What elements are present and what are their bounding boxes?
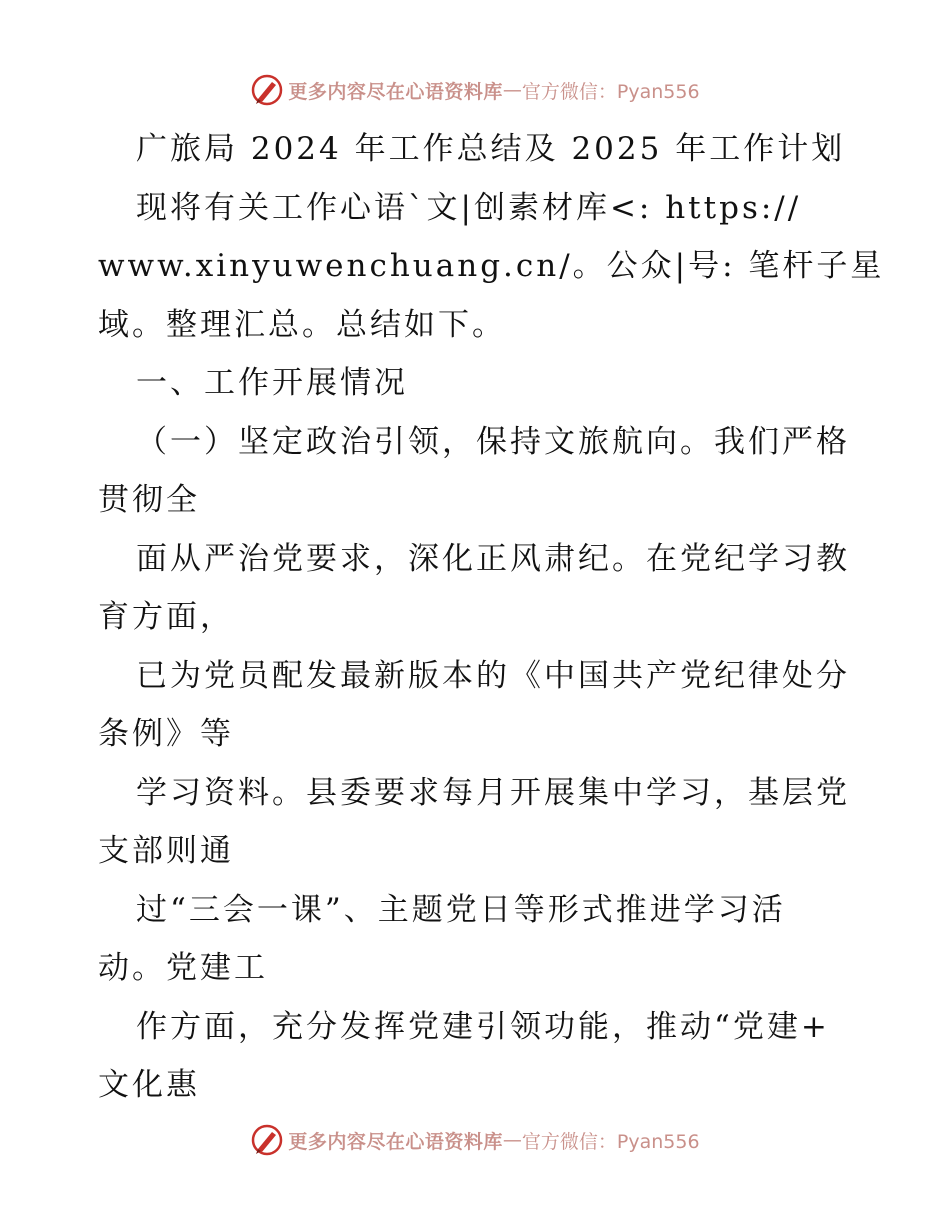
document-body bbox=[98, 120, 885, 1115]
text-line: 已为党员配发最新版本的《中国共产党纪律处分 bbox=[136, 657, 850, 694]
text-line: 作方面，充分发挥党建引领功能，推动“党建+ bbox=[136, 1008, 830, 1045]
text-line: （一）坚定政治引领，保持文旅航向。我们严格 bbox=[136, 423, 850, 460]
header-banner bbox=[0, 70, 950, 110]
text-line: 文化惠 bbox=[98, 1067, 200, 1103]
banner-wechat-id: 官方微信：Pyan556 bbox=[521, 80, 700, 103]
text-line: www.xinyuwenchuang.cn/。公众|号: 笔杆子星 bbox=[98, 248, 885, 284]
banner-separator: — bbox=[502, 1129, 522, 1151]
banner-slogan: 更多内容尽在心语资料库 bbox=[288, 1130, 503, 1153]
text-line: 一、工作开展情况 bbox=[136, 365, 408, 401]
text-line: 广旅局 2024 年工作总结及 2025 年工作计划 bbox=[136, 131, 846, 167]
text-line: 条例》等 bbox=[98, 716, 234, 752]
text-line: 过“三会一课”、主题党日等形式推进学习活 bbox=[136, 891, 786, 928]
text-line: 现将有关工作心语`文|创素材库<: https:// bbox=[136, 189, 802, 226]
text-line: 学习资料。县委要求每月开展集中学习，基层党 bbox=[136, 774, 850, 811]
text-line: 面从严治党要求，深化正风肃纪。在党纪学习教 bbox=[136, 540, 850, 577]
banner-slogan: 更多内容尽在心语资料库 bbox=[288, 80, 503, 103]
banner-wechat-id: 官方微信：Pyan556 bbox=[521, 1130, 700, 1153]
banner-separator: — bbox=[502, 79, 522, 101]
text-line: 域。整理汇总。总结如下。 bbox=[98, 306, 506, 343]
text-line: 育方面， bbox=[98, 599, 234, 635]
pen-logo-icon bbox=[250, 73, 284, 107]
footer-banner bbox=[0, 1120, 950, 1160]
text-line: 动。党建工 bbox=[98, 950, 268, 986]
text-line: 支部则通 bbox=[98, 833, 234, 869]
pen-logo-icon bbox=[250, 1123, 284, 1157]
text-line: 贯彻全 bbox=[98, 482, 200, 518]
